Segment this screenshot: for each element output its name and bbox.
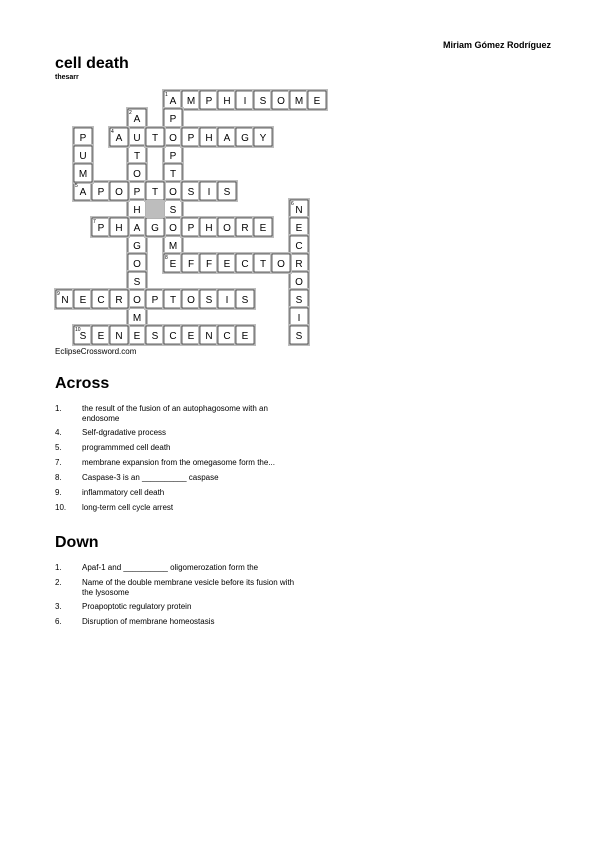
clue-text: Proapoptotic regulatory protein [82,602,192,611]
grid-letter: R [295,259,303,270]
grid-letter: M [168,241,178,252]
clue-number: 4. [55,428,62,437]
clue-number: 10. [55,503,67,512]
clue-text: long-term cell cycle arrest [82,503,174,512]
crossword-grid [0,0,599,400]
grid-letter: T [133,151,141,162]
grid-letter: U [133,133,141,144]
grid-clue-number: 4 [111,129,114,135]
grid-letter: H [205,133,213,144]
grid-letter: A [133,223,141,234]
grid-letter: E [133,331,141,342]
clue-item [55,488,295,498]
grid-letter: M [294,96,304,107]
grid-letter: O [187,295,195,306]
shaded-cell [146,200,164,218]
clue-item [55,617,295,627]
grid-letter: P [97,187,105,198]
grid-letter: P [205,96,213,107]
grid-letter: G [133,241,141,252]
grid-letter: T [169,169,177,180]
grid-letter: P [187,223,195,234]
clue-text: programmmed cell death [82,443,171,452]
clue-item [55,578,295,598]
grid-letter: E [187,331,195,342]
grid-letter: I [207,187,211,198]
clue-number: 6. [55,617,62,626]
grid-letter: G [241,133,249,144]
grid-clue-number: 10 [75,327,81,333]
clue-text: the result of the fusion of an autophagosome with an endosome [82,404,268,423]
grid-letter: P [187,133,195,144]
grid-letter: T [259,259,267,270]
grid-letter: I [243,96,247,107]
clue-item [55,428,295,438]
clue-number: 1. [55,563,62,572]
puzzle-title: cell death [55,55,129,72]
grid-letter: S [223,187,231,198]
grid-letter: R [115,295,123,306]
clue-text: Caspase-3 is an __________ caspase [82,473,219,482]
clue-text: inflammatory cell death [82,488,165,497]
grid-letter: P [151,295,159,306]
grid-letter: A [223,133,231,144]
grid-letter: O [277,259,285,270]
clue-text: membrane expansion from the omegasome form the... [82,458,275,467]
grid-letter: E [241,331,249,342]
grid-letter: P [133,187,141,198]
grid-letter: N [115,331,123,342]
grid-letter: S [205,295,213,306]
clue-number: 9. [55,488,62,497]
grid-letter: S [187,187,195,198]
clue-item [55,443,295,453]
clue-number: 1. [55,404,62,413]
down-heading: Down [55,534,99,551]
grid-clue-number: 7 [93,219,96,225]
grid-letter: H [223,96,231,107]
grid-letter: S [133,277,141,288]
grid-letter: H [133,205,141,216]
clue-item [55,404,295,424]
clue-text: Name of the double membrane vesicle before its fusion with the lysosome [82,578,295,597]
grid-letter: S [259,96,267,107]
grid-letter: T [151,133,159,144]
grid-letter: I [297,313,301,324]
grid-clue-number: 6 [291,201,294,207]
grid-letter: C [169,331,177,342]
grid-letter: S [295,331,303,342]
clue-item [55,602,295,612]
grid-letter: N [205,331,213,342]
grid-clue-number: 5 [75,183,78,189]
grid-letter: N [61,295,69,306]
grid-letter: E [97,331,105,342]
grid-letter: O [115,187,123,198]
grid-letter: C [223,331,231,342]
grid-letter: O [133,259,141,270]
grid-letter: C [241,259,249,270]
grid-letter: H [205,223,213,234]
grid-letter: A [115,133,123,144]
grid-clue-number: 9 [57,291,60,297]
grid-letter: O [169,187,177,198]
grid-letter: E [223,259,231,270]
across-heading: Across [55,375,110,392]
grid-letter: O [169,223,177,234]
grid-letter: E [313,96,321,107]
grid-letter: G [151,223,159,234]
clue-number: 8. [55,473,62,482]
clue-number: 7. [55,458,62,467]
grid-letter: U [79,151,87,162]
clue-item [55,503,295,513]
grid-letter: A [79,187,87,198]
grid-letter: P [97,223,105,234]
grid-letter: F [187,259,195,270]
grid-clue-number: 1 [165,92,168,98]
grid-letter: I [225,295,229,306]
clue-item [55,563,295,573]
grid-letter: P [169,151,177,162]
grid-letter: O [133,169,141,180]
clue-number: 3. [55,602,62,611]
clue-text: Self-dgradative process [82,428,167,437]
grid-letter: S [241,295,249,306]
grid-letter: C [295,241,303,252]
grid-letter: O [295,277,303,288]
grid-letter: S [151,331,159,342]
grid-letter: E [169,259,177,270]
grid-letter: S [79,331,87,342]
puzzle-subtitle: thesarr [55,74,79,81]
clue-number: 2. [55,578,62,587]
grid-letter: O [133,295,141,306]
grid-letter: M [78,169,88,180]
grid-letter: A [133,114,141,125]
clue-item [55,473,295,483]
author-name: Miriam Gómez Rodríguez [442,40,551,50]
grid-letter: O [277,96,285,107]
grid-letter: A [169,96,177,107]
grid-letter: E [259,223,267,234]
grid-letter: R [241,223,249,234]
clue-text: Apaf-1 and __________ oligomerozation form the [82,563,259,572]
grid-letter: H [115,223,123,234]
grid-letter: E [79,295,87,306]
grid-letter: F [205,259,213,270]
grid-letter: M [132,313,142,324]
grid-letter: T [151,187,159,198]
credit-text: EclipseCrossword.com [55,347,137,356]
grid-letter: E [295,223,303,234]
grid-letter: M [186,96,196,107]
grid-letter: P [79,133,87,144]
grid-letter: S [169,205,177,216]
grid-letter: Y [259,133,267,144]
clue-text: Disruption of membrane homeostasis [82,617,215,626]
grid-letter: S [295,295,303,306]
grid-letter: T [169,295,177,306]
clue-number: 5. [55,443,62,452]
grid-clue-number: 8 [165,255,168,261]
grid-letter: O [223,223,231,234]
grid-letter: C [97,295,105,306]
grid-clue-number: 2 [129,110,132,116]
grid-letter: P [169,114,177,125]
grid-letter: O [169,133,177,144]
clue-item [55,458,295,468]
grid-letter: N [295,205,303,216]
